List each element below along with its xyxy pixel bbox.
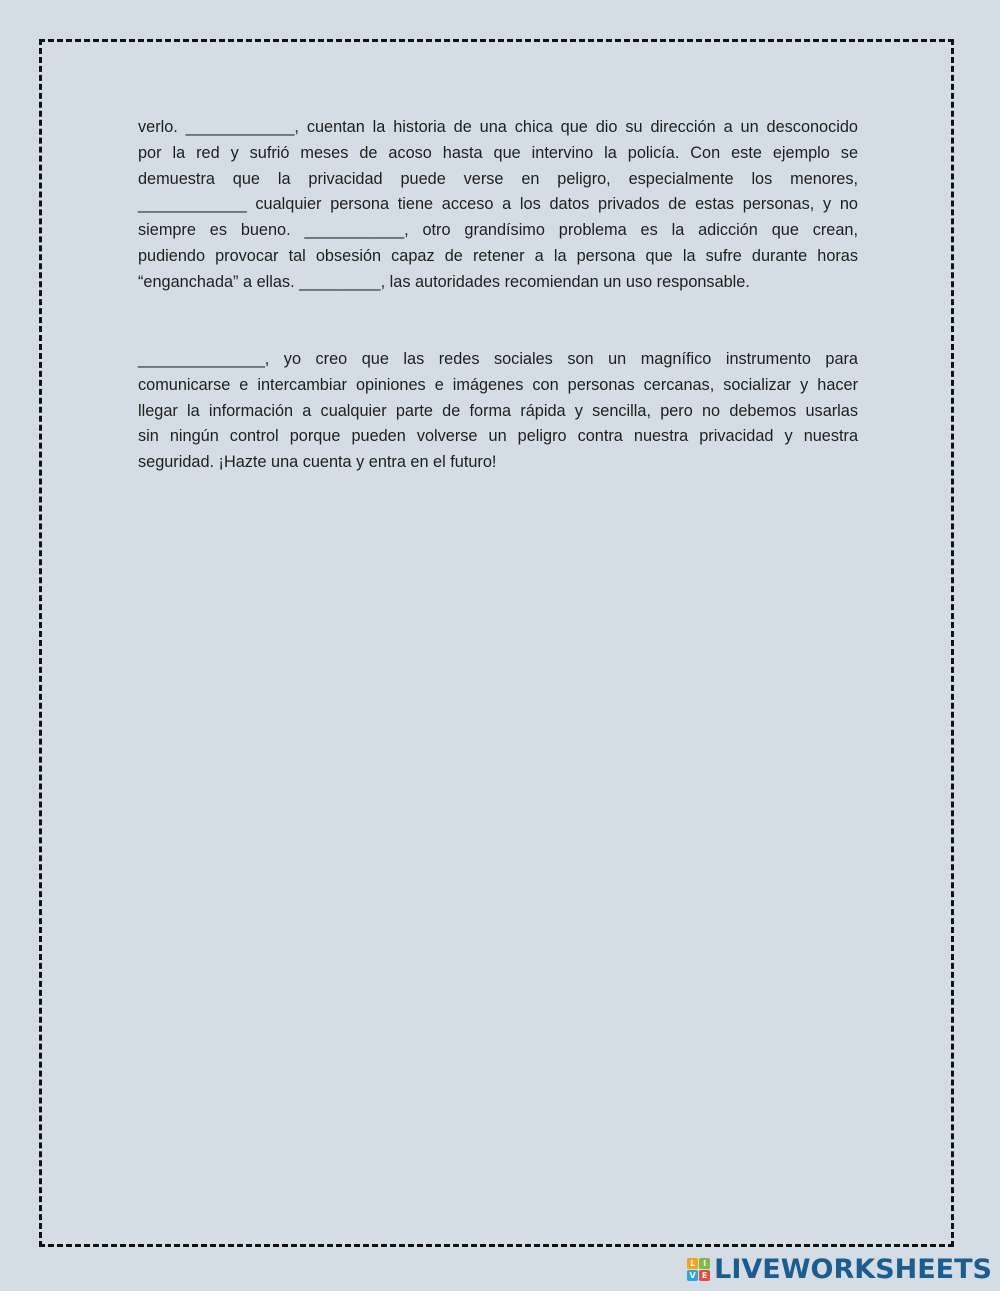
logo-wordmark: LIVEWORKSHEETS: [714, 1254, 992, 1285]
logo-letter-i: I: [699, 1258, 710, 1269]
paragraph-1: [138, 115, 858, 296]
paragraph-line: ____________ cualquier persona tiene acceso a los datos privados de estas personas, y no: [138, 195, 858, 214]
paragraph-line: por la red y sufrió meses de acoso hasta que intervino la policía. Con este ejemplo se: [138, 143, 858, 162]
paragraph-line: ______________, yo creo que las redes sociales son un magnífico instrumento para: [138, 350, 858, 368]
live-icon: [687, 1258, 710, 1281]
paragraph-line: pudiendo provocar tal obsesión capaz de retener a la persona que la sufre durante horas: [138, 246, 858, 265]
logo-letter-v: V: [687, 1270, 698, 1281]
paragraph-line: verlo. ____________, cuentan la historia de una chica que dio su dirección a un desconocido: [138, 118, 858, 136]
paragraph-line: llegar la información a cualquier parte de forma rápida y sencilla, pero no debemos usarlas: [138, 401, 858, 420]
paragraph-line: siempre es bueno. ___________, otro grandísimo problema es la adicción que crean,: [138, 221, 858, 240]
paragraph-line: sin ningún control porque pueden volverse un peligro contra nuestra privacidad y nuestra: [138, 427, 858, 446]
liveworksheets-logo[interactable]: [687, 1254, 992, 1285]
paragraph-2: [138, 347, 858, 476]
paragraph-line: demuestra que la privacidad puede verse en peligro, especialmente los menores,: [138, 169, 858, 188]
paragraph-line: comunicarse e intercambiar opiniones e imágenes con personas cercanas, socializar y hacer: [138, 375, 858, 394]
paragraph-line: seguridad. ¡Hazte una cuenta y entra en el futuro!: [138, 453, 497, 472]
paragraph-line: “enganchada” a ellas. _________, las autoridades recomiendan un uso responsable.: [138, 272, 750, 291]
logo-letter-l: L: [687, 1258, 698, 1269]
logo-letter-e: E: [699, 1270, 710, 1281]
